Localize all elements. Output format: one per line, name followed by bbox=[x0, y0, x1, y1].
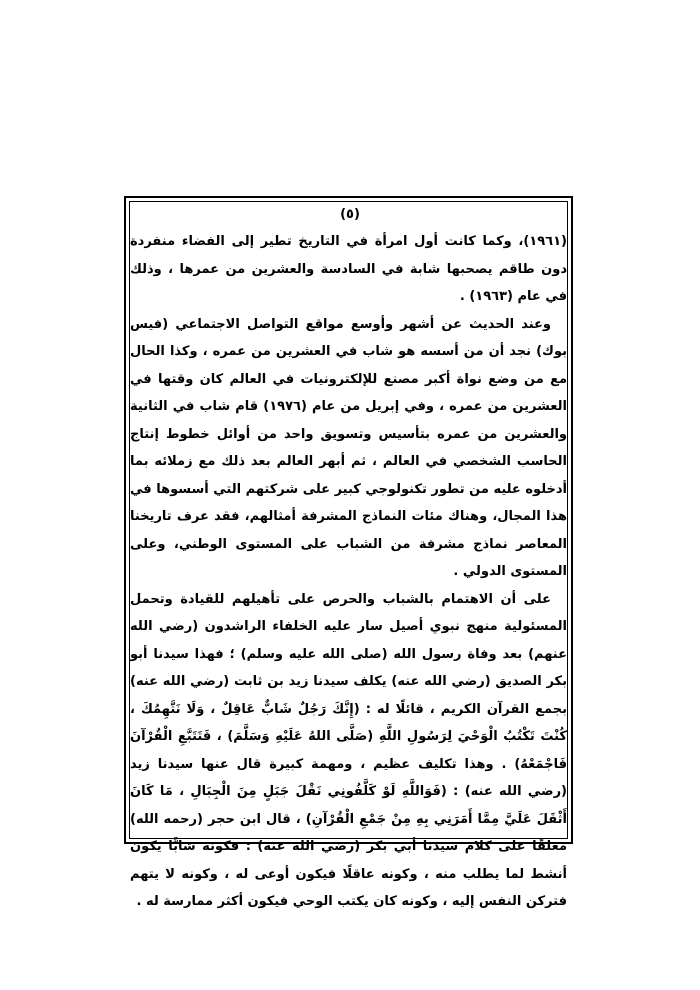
body-text bbox=[130, 228, 567, 916]
page-number: (٥) bbox=[340, 207, 360, 222]
paragraph: على أن الاهتمام بالشباب والحرص على تأهيلهم للقيادة وتحمل المسئولية منهج نبوي أصيل سار عليه الخلفاء الراشدون (رضي الله عنهم) بعد وفاة رسول الله (صلى الله عليه وسلم) ؛ فهذا سيدنا أبو بكر الصديق (رضي الله عنه) يكلف سيدنا زيد بن ثابت (رضي الله عنه) بجمع القرآن الكريم ، قائلًا له : (إِنَّكَ رَجُلٌ شَابٌّ عَاقِلٌ ، وَلَا نَتَّهِمُكَ ، كُنْتَ تَكْتُبُ الْوَحْيَ لِرَسُولِ اللَّهِ (صَلَّى اللهُ عَلَيْهِ وَسَلَّمَ) ، فَتَتَبَّعِ الْقُرْآنَ فَاجْمَعْهُ) . وهذا تكليف عظيم ، ومهمة كبيرة قال عنها سيدنا زيد (رضي الله عنه) : (فَوَاللَّهِ لَوْ كَلَّفُونِي نَقْلَ جَبَلٍ مِنَ الْجِبَالِ ، مَا كَانَ أَثْقَلَ عَلَيَّ مِمَّا أَمَرَنِي بِهِ مِنْ جَمْعِ الْقُرْآنِ) ، قال ابن حجر (رحمه الله) معلقًا على كلام سيدنا أبي بكر (رضي الله عنه) : فكونه شابًّا يكون أنشط لما يطلب منه ، وكونه عاقلًا فيكون أوعى له ، وكونه لا يتهم فتركن النفس إليه ، وكونه كان يكتب الوحي فيكون أكثر ممارسة له . bbox=[130, 591, 567, 909]
paragraph: وعند الحديث عن أشهر وأوسع مواقع التواصل الاجتماعي (فيس بوك) نجد أن من أسسه هو شاب في العشرين من عمره ، وكذا الحال مع من وضع نواة أكبر مصنع للإلكترونيات في العالم كان وقتها في العشرين من عمره ، وفي إبريل من عام (١٩٧٦) قام شاب في الثانية والعشرين من عمره بتأسيس وتسويق واحد من أوائل خطوط إنتاج الحاسب الشخصي في العالم ، ثم أبهر العالم بعد ذلك مع زملائه بما أدخلوه عليه من تطور تكنولوجي كبير على شركتهم التي أسسوها في هذا المجال، وهناك مئات النماذج المشرفة أمثالهم، فقد عرف تاريخنا المعاصر نماذج مشرفة من الشباب على المستوى الوطني، وعلى المستوى الدولي . bbox=[130, 316, 567, 579]
paragraph: (١٩٦١)، وكما كانت أول امرأة في التاريخ تطير إلى الفضاء منفردة دون طاقم يصحبها شابة في السادسة والعشرين من عمرها ، وذلك في عام (١٩٦٣) . bbox=[130, 234, 567, 304]
